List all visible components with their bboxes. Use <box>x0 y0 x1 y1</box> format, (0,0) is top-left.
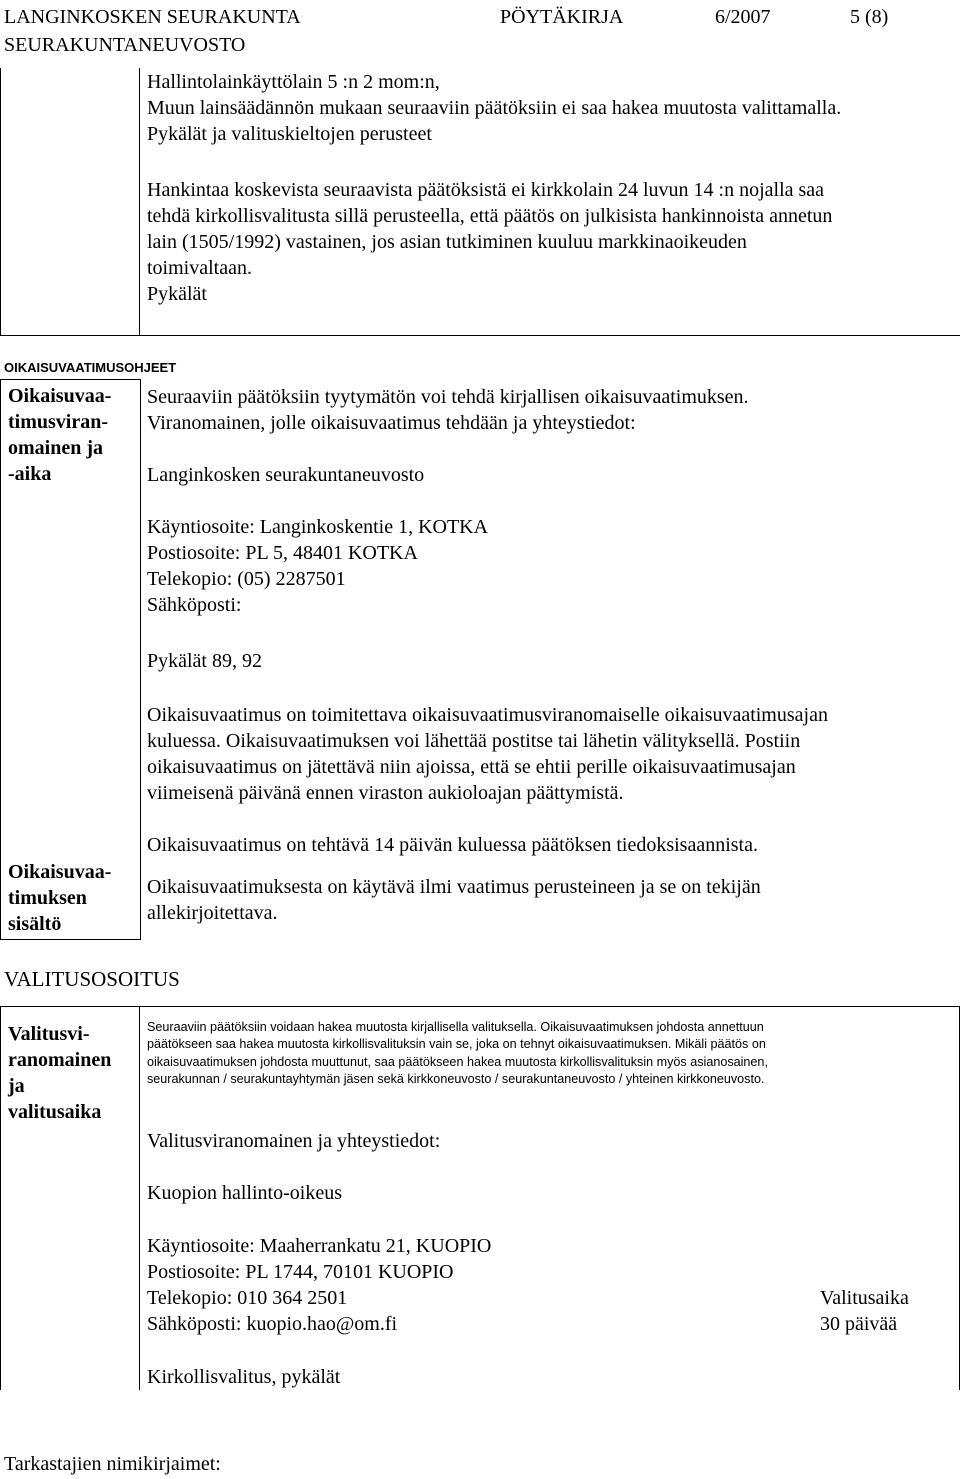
appeal-type: Kirkollisvalitus, pykälät <box>147 1366 341 1388</box>
claim-label-right-border <box>140 379 141 940</box>
appeal-post-address: Postiosoite: PL 1744, 70101 KUOPIO <box>147 1261 454 1283</box>
appeal-label-line: ja <box>8 1075 25 1097</box>
claim-label-top-border <box>0 379 141 380</box>
content-label-line: Oikaisuvaa- <box>8 861 112 883</box>
authority-label-line: omainen ja <box>8 437 103 459</box>
signatures-label: Tarkastajien nimikirjaimet: <box>4 1453 221 1475</box>
claim-email: Sähköposti: <box>147 594 242 616</box>
top-box-divider <box>139 68 140 336</box>
appeal-intro-line: Seuraaviin päätöksiin voidaan hakea muutosta kirjallisella valituksella. Oikaisuvaatimuksen johdosta annettuun <box>147 1020 764 1034</box>
procurement-text-line: toimivaltaan. <box>147 257 252 279</box>
claim-authority-name: Langinkosken seurakuntaneuvosto <box>147 464 425 486</box>
claim-delivery-text: viimeisenä päivänä ennen viraston aukioloajan päättymistä. <box>147 782 624 804</box>
claim-heading: OIKAISUVAATIMUSOHJEET <box>4 360 177 375</box>
appeal-visit-address: Käyntiosoite: Maaherrankatu 21, KUOPIO <box>147 1235 492 1257</box>
appeal-period-value: 30 päivää <box>820 1313 898 1335</box>
appeal-contacts-heading: Valitusviranomainen ja yhteystiedot: <box>147 1130 441 1152</box>
org-name: LANGINKOSKEN SEURAKUNTA <box>4 6 301 28</box>
top-box-left-border <box>0 68 1 336</box>
body-name: SEURAKUNTANEUVOSTO <box>4 34 246 56</box>
authority-label-line: Oikaisuvaa- <box>8 385 112 407</box>
claim-content-text: Oikaisuvaatimuksesta on käytävä ilmi vaatimus perusteineen ja se on tekijän <box>147 876 761 898</box>
claim-fax: Telekopio: (05) 2287501 <box>147 568 346 590</box>
authority-label-line: timusviran- <box>8 411 108 433</box>
appeal-intro-line: päätökseen saa hakea muutosta kirkollisvalituksin vain se, joka on tehnyt oikaisuvaatimuksen. Mikäli päätös on <box>147 1037 766 1051</box>
content-label-line: timuksen <box>8 887 87 909</box>
sections-grounds: Pykälät ja valituskieltojen perusteet <box>147 123 432 145</box>
appeal-intro-line: oikaisuvaatimuksen johdosta muuttunut, saa päätökseen hakea muutosta kirkollisvalituksin myös asianosainen, <box>147 1055 768 1069</box>
claim-visit-address: Käyntiosoite: Langinkoskentie 1, KOTKA <box>147 516 489 538</box>
doc-number: 6/2007 <box>715 6 771 28</box>
appeal-left-border <box>0 1006 1 1390</box>
claim-delivery-text: kuluessa. Oikaisuvaatimuksen voi lähettää postitse tai lähetin välityksellä. Postiin <box>147 730 801 752</box>
claim-intro: Seuraaviin päätöksiin tyytymätön voi tehdä kirjallisen oikaisuvaatimuksen. <box>147 386 749 408</box>
claim-label-left-border <box>0 379 1 940</box>
claim-delivery-text: oikaisuvaatimus on jätettävä niin ajoissa, että se ehtii perille oikaisuvaatimusajan <box>147 756 796 778</box>
doc-type: PÖYTÄKIRJA <box>500 6 624 28</box>
page-number: 5 (8) <box>850 6 889 28</box>
appeal-divider <box>139 1006 140 1390</box>
appeal-heading: VALITUSOSOITUS <box>4 967 180 991</box>
claim-sections: Pykälät 89, 92 <box>147 650 262 672</box>
appeal-email: Sähköposti: kuopio.hao@om.fi <box>147 1313 398 1335</box>
top-box-bottom-border <box>0 335 960 336</box>
appeal-intro-line: seurakunnan / seurakuntayhtymän jäsen sekä kirkkoneuvosto / seurakuntaneuvosto / yhteinen kirkkoneuvosto. <box>147 1072 765 1086</box>
authority-label-line: -aika <box>8 463 52 485</box>
procurement-text-line: Hankintaa koskevista seuraavista päätöksistä ei kirkkolain 24 luvun 14 :n nojalla saa <box>147 179 825 201</box>
content-label-line: sisältö <box>8 913 62 935</box>
claim-content-text: allekirjoitettava. <box>147 902 278 924</box>
sections-label: Pykälät <box>147 283 207 305</box>
appeal-fax: Telekopio: 010 364 2501 <box>147 1287 348 1309</box>
no-appeal-statement: Muun lainsäädännön mukaan seuraaviin päätöksiin ei saa hakea muutosta valittamalla. <box>147 97 842 119</box>
claim-deadline: Oikaisuvaatimus on tehtävä 14 päivän kuluessa päätöksen tiedoksisaannista. <box>147 834 758 856</box>
claim-delivery-text: Oikaisuvaatimus on toimitettava oikaisuvaatimusviranomaiselle oikaisuvaatimusajan <box>147 704 828 726</box>
appeal-label-line: valitusaika <box>8 1101 102 1123</box>
appeal-top-border <box>0 1006 960 1007</box>
procurement-text-line: lain (1505/1992) vastainen, jos asian tutkiminen kuuluu markkinaoikeuden <box>147 231 747 253</box>
appeal-label-line: ranomainen <box>8 1049 112 1071</box>
law-reference: Hallintolainkäyttölain 5 :n 2 mom:n, <box>147 71 440 93</box>
procurement-text-line: tehdä kirkollisvalitusta sillä perusteella, että päätös on julkisista hankinnoista annetun <box>147 205 833 227</box>
appeal-period-label: Valitusaika <box>820 1287 909 1309</box>
appeal-label-line: Valitusvi- <box>8 1023 90 1045</box>
claim-authority-contacts: Viranomainen, jolle oikaisuvaatimus tehdään ja yhteystiedot: <box>147 412 636 434</box>
claim-label-bottom-border <box>0 939 141 940</box>
claim-post-address: Postiosoite: PL 5, 48401 KOTKA <box>147 542 418 564</box>
appeal-authority-name: Kuopion hallinto-oikeus <box>147 1182 342 1204</box>
